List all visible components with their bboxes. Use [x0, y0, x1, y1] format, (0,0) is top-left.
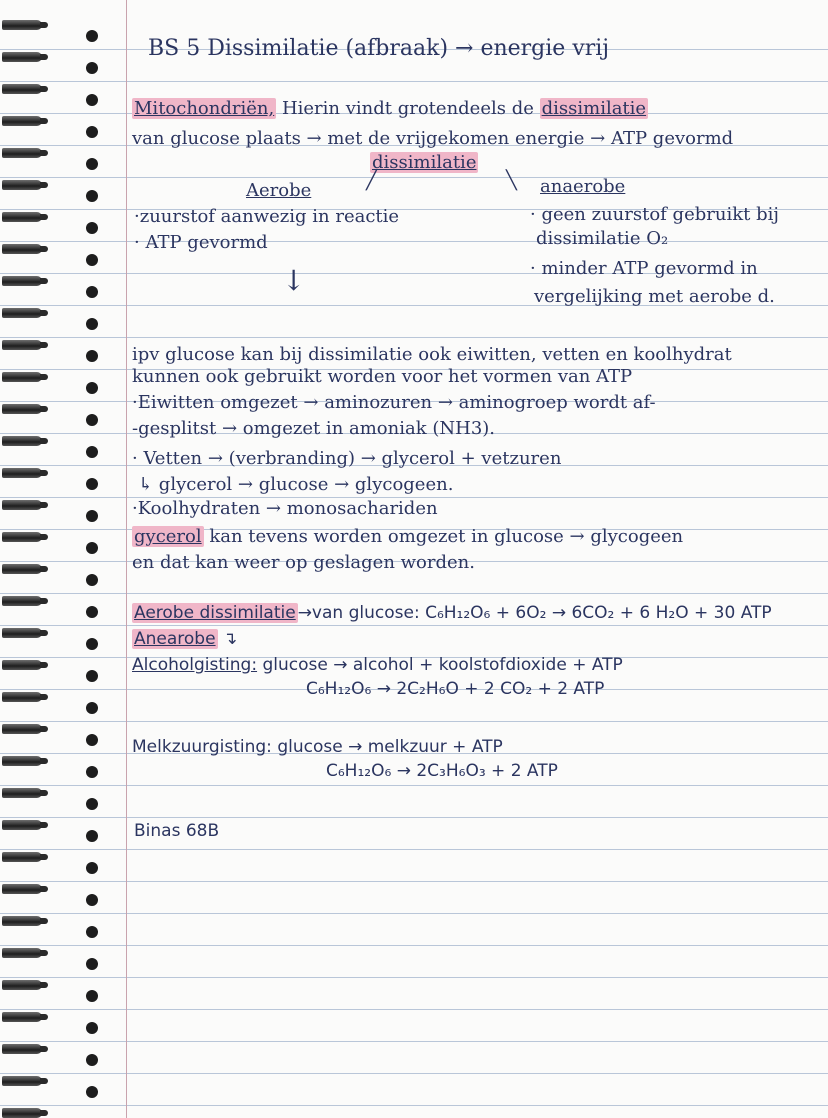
spiral-coil [2, 916, 42, 926]
punch-hole [86, 574, 98, 586]
highlight-mitochondrien: Mitochondriën, [134, 98, 275, 119]
paragraph-line-1: ipv glucose kan bij dissimilatie ook eiwitten, vetten en koolhydrat [132, 344, 732, 365]
punch-hole [86, 62, 98, 74]
melkzuurgisting-line [132, 736, 503, 758]
spiral-coil [2, 116, 42, 126]
aerobe-point-2: · ATP gevormd [134, 232, 268, 253]
binas-reference: Binas 68B [134, 821, 220, 841]
paragraph-line-5: · Vetten → (verbranding) → glycerol + vetzuren [132, 448, 562, 469]
text-line-1-mid: Hierin vindt grotendeels de [276, 98, 540, 119]
dissimilatie-label: dissimilatie [372, 152, 477, 173]
punch-hole [86, 606, 98, 618]
punch-hole [86, 798, 98, 810]
punch-hole [86, 254, 98, 266]
highlight-anaerobe: Anearobe [134, 629, 216, 649]
spiral-coil [2, 180, 42, 190]
punch-hole [86, 94, 98, 106]
punch-hole [86, 286, 98, 298]
melkzuurgisting-words: glucose → melkzuur + ATP [277, 737, 503, 757]
aerobe-point-1: ·zuurstof aanwezig in reactie [134, 206, 400, 227]
punch-hole [86, 958, 98, 970]
spiral-coil [2, 884, 42, 894]
punch-hole [86, 350, 98, 362]
anaerobe-heading [540, 176, 625, 198]
paragraph-line-3: ·Eiwitten omgezet → aminozuren → aminogroep wordt af- [132, 392, 656, 413]
punch-hole [86, 894, 98, 906]
punch-hole [86, 414, 98, 426]
aerobe-heading [246, 180, 311, 202]
spiral-coil [2, 52, 42, 62]
spiral-coil [2, 756, 42, 766]
anaerobe-label-line [132, 628, 237, 650]
spiral-coil [2, 1076, 42, 1086]
punch-hole [86, 926, 98, 938]
spiral-coil [2, 980, 42, 990]
spiral-binding [0, 0, 60, 1118]
spiral-coil [2, 212, 42, 222]
punch-hole [86, 638, 98, 650]
anaerobe-point-2: · minder ATP gevormd in [530, 258, 758, 279]
punch-hole [86, 1022, 98, 1034]
anaerobe-point-2b: vergelijking met aerobe d. [534, 286, 775, 307]
paragraph-line-9: en dat kan weer op geslagen worden. [132, 552, 475, 573]
spiral-coil [2, 84, 42, 94]
spiral-coil [2, 468, 42, 478]
punch-hole [86, 158, 98, 170]
alcoholgisting-label: Alcoholgisting: [132, 655, 258, 675]
anaerobe-heading-text: anaerobe [540, 176, 626, 197]
spiral-coil [2, 596, 42, 606]
punch-hole [86, 30, 98, 42]
punch-hole [86, 670, 98, 682]
punch-hole [86, 510, 98, 522]
punch-hole [86, 318, 98, 330]
paragraph-line-4: -gesplitst → omgezet in amoniak (NH3). [132, 418, 496, 439]
punch-hole [86, 542, 98, 554]
spiral-coil [2, 244, 42, 254]
paragraph-line-7: ·Koolhydraten → monosachariden [132, 498, 438, 519]
punch-hole [86, 446, 98, 458]
spiral-coil [2, 788, 42, 798]
punch-hole [86, 702, 98, 714]
anaerobe-point-1: · geen zuurstof gebruikt bij [530, 204, 779, 225]
punch-hole [86, 1086, 98, 1098]
punch-hole [86, 830, 98, 842]
paragraph-line-8-rest: kan tevens worden omgezet in glucose → glycogeen [203, 526, 684, 547]
page-title: BS 5 Dissimilatie (afbraak) → energie vrij [148, 36, 610, 61]
branch-right: ╲ [506, 170, 517, 191]
punch-hole [86, 126, 98, 138]
punch-hole [86, 382, 98, 394]
spiral-coil [2, 276, 42, 286]
spiral-coil [2, 436, 42, 446]
punch-hole [86, 478, 98, 490]
punch-hole [86, 990, 98, 1002]
spiral-coil [2, 340, 42, 350]
text-line-1 [132, 98, 648, 120]
highlight-dissimilatie: dissimilatie [541, 98, 647, 119]
turn-arrow-icon: ↴ [222, 629, 238, 649]
alcoholgisting-line [132, 654, 623, 676]
spiral-coil [2, 692, 42, 702]
aerobe-equation [132, 602, 772, 624]
spiral-coil [2, 820, 42, 830]
spiral-coil [2, 1012, 42, 1022]
alcoholgisting-formula: C₆H₁₂O₆ → 2C₂H₆O + 2 CO₂ + 2 ATP [306, 679, 605, 699]
punch-hole [86, 1054, 98, 1066]
paragraph-line-6: ↳ glycerol → glucose → glycogeen. [138, 474, 454, 495]
spiral-coil [2, 404, 42, 414]
spiral-coil [2, 500, 42, 510]
spiral-coil [2, 948, 42, 958]
spiral-coil [2, 724, 42, 734]
punch-hole [86, 190, 98, 202]
highlight-aerobe-dissimilatie: Aerobe dissimilatie [134, 603, 296, 623]
aerobe-equation-text: →van glucose: C₆H₁₂O₆ + 6O₂ → 6CO₂ + 6 H₂O + 30 ATP [297, 603, 772, 623]
melkzuurgisting-formula: C₆H₁₂O₆ → 2C₃H₆O₃ + 2 ATP [326, 761, 558, 781]
melkzuurgisting-label: Melkzuurgisting: [132, 737, 272, 757]
spiral-coil [2, 532, 42, 542]
dissimilatie-center [370, 152, 478, 174]
arrow-down-icon: ↓ [282, 264, 306, 297]
spiral-coil [2, 628, 42, 638]
paragraph-line-2: kunnen ook gebruikt worden voor het vormen van ATP [132, 366, 633, 387]
spiral-coil [2, 1044, 42, 1054]
margin-line [126, 0, 127, 1118]
anaerobe-point-1b: dissimilatie O₂ [536, 228, 669, 249]
spiral-coil [2, 20, 42, 30]
spiral-coil [2, 1108, 42, 1118]
spiral-coil [2, 564, 42, 574]
paragraph-line-8 [132, 526, 683, 548]
punch-hole [86, 734, 98, 746]
text-line-2: van glucose plaats → met de vrijgekomen energie → ATP gevormd [132, 128, 734, 149]
spiral-coil [2, 852, 42, 862]
punch-hole [86, 766, 98, 778]
spiral-coil [2, 372, 42, 382]
branch-left: ╱ [366, 170, 377, 191]
spiral-coil [2, 660, 42, 670]
punch-hole [86, 222, 98, 234]
spiral-coil [2, 148, 42, 158]
alcoholgisting-words: glucose → alcohol + koolstofdioxide + ATP [262, 655, 623, 675]
spiral-coil [2, 308, 42, 318]
punch-hole [86, 862, 98, 874]
aerobe-heading-text: Aerobe [246, 180, 312, 201]
highlight-glycerol: gycerol [134, 526, 202, 547]
